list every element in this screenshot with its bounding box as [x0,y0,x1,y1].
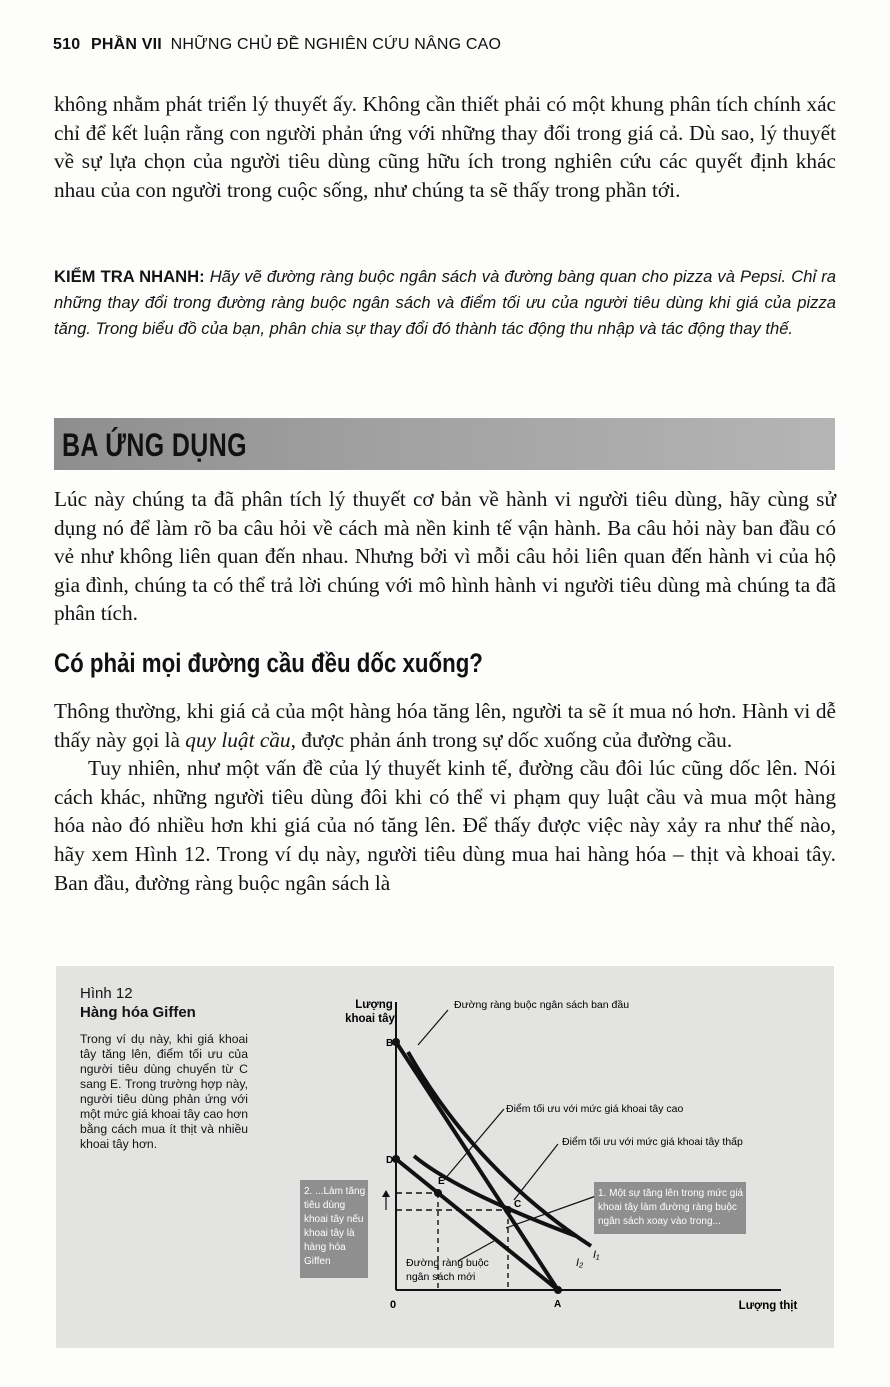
x-axis-label: Lượng thịt [738,1300,798,1312]
section-title: BA ỨNG DỤNG [62,427,247,463]
increase-arrowhead [382,1190,390,1197]
y-axis-label-1: Lượng [355,999,393,1011]
figure-description: Trong ví dụ này, khi giá khoai tây tăng lên, điểm tối ưu của người tiêu dùng chuyển từ C sang E. Trong trường hợp này, người tiêu dùng phản ứng với một mức giá khoai tây cao hơn bằng cách mua ít thịt và nhiều khoai tây hơn. [80,1032,248,1151]
figure-title: Hàng hóa Giffen [80,1004,196,1021]
label-i1: I₁ [593,1249,600,1261]
callout-2-line-3: khoai tây nếu [304,1214,364,1225]
original-budget-line [396,1042,558,1290]
origin-label: 0 [390,1299,397,1311]
label-a: A [554,1299,562,1310]
label-c: C [514,1199,522,1210]
annotation-optimum-low: Điểm tối ưu với mức giá khoai tây thấp [562,1136,743,1148]
leader-original-budget [418,1010,448,1045]
annotation-original-budget: Đường ràng buộc ngân sách ban đầu [454,999,630,1011]
label-d: D [386,1155,394,1166]
part-label: PHẦN VII [90,36,162,53]
paragraph-1-before: Thông thường, khi giá cả của một hàng hóa tăng lên, người ta sẽ ít mua nó hơn. Hành vi dễ thấy này gọi là [54,699,836,752]
annotation-new-budget-1: Đường ràng buộc [406,1257,489,1269]
annotation-optimum-high: Điểm tối ưu với mức giá khoai tây cao [506,1103,684,1115]
paragraph-1 [54,697,836,754]
callout-2-line-1: 2. ...Làm tăng [304,1186,366,1197]
figure-12 [56,966,834,1348]
figure-number: Hình 12 [80,985,133,1002]
body-paragraphs [54,697,836,897]
quick-check-label: KIỂM TRA NHANH: [54,267,205,286]
intro-paragraph [54,90,836,204]
quick-check-box [54,264,836,341]
paragraph-2: Tuy nhiên, như một vấn đề của lý thuyết kinh tế, đường cầu đôi lúc cũng dốc lên. Nói cách khác, những người tiêu dùng đôi khi có thể vi phạm quy luật cầu và mua một hàng hóa nào đó nhiều hơn khi giá của nó tăng lên. Để thấy được việc này xảy ra như thế nào, hãy xem Hình 12. Trong ví dụ này, người tiêu dùng mua hai hàng hóa – thịt và khoai tây. Ban đầu, đường ràng buộc ngân sách là [54,756,836,895]
intro-paragraph-text: không nhằm phát triển lý thuyết ấy. Không cần thiết phải có một khung phân tích chính xác chỉ để kết luận rằng con người phản ứng với những thay đổi trong giá cả. Dù sao, lý thuyết về sự lựa chọn của người tiêu dùng cũng hữu ích trong nghiên cứu các quyết định khác nhau của con người trong cuộc sống, như chúng ta sẽ thấy trong phần tới. [54,92,836,202]
giffen-diagram [56,966,834,1348]
paragraph-1-after: , được phản ánh trong sự dốc xuống của đường cầu. [290,727,733,752]
quick-check-text: Hãy vẽ đường ràng buộc ngân sách và đường bàng quan cho pizza và Pepsi. Chỉ ra những thay đổi trong đường ràng buộc ngân sách và điểm tối ưu của người tiêu dùng khi giá của pizza tăng. Trong biểu đồ của bạn, phân chia sự thay đổi đó thành tác động thu nhập và tác động thay thế. [54,267,836,338]
callout-2-line-5: hàng hóa [304,1242,346,1253]
label-e: E [438,1176,445,1187]
annotation-new-budget-2: ngân sách mới [406,1271,476,1283]
label-b: B [386,1038,394,1049]
callout-1-line-2: khoai tây làm đường ràng buộc [598,1202,737,1213]
section-paragraph-text: Lúc này chúng ta đã phân tích lý thuyết cơ bản về hành vi người tiêu dùng, hãy cùng sử dụng nó để làm rõ ba câu hỏi về cách mà nền kinh tế vận hành. Ba câu hỏi này ban đầu có vẻ như không liên quan đến nhau. Nhưng bởi vì mỗi câu hỏi liên quan đến hành vi của hộ gia đình, chúng ta có thể trả lời chúng với mô hình hành vi người tiêu dùng mà chúng ta đã phân tích. [54,487,836,626]
callout-2-line-6: Giffen [304,1256,331,1267]
section-paragraph [54,485,836,628]
callout-2-line-2: tiêu dùng [304,1200,346,1211]
law-of-demand-term: quy luật cầu [185,727,291,752]
running-head [53,36,501,54]
indifference-curve-i1 [408,1052,591,1246]
callout-1-line-1: 1. Một sự tăng lên trong mức giá [598,1188,744,1199]
page-number: 510 [53,36,81,53]
running-head-title: NHỮNG CHỦ ĐỀ NGHIÊN CỨU NÂNG CAO [170,36,502,53]
callout-2-line-4: khoai tây là [304,1228,355,1239]
section-header-band [54,418,835,470]
subheading: Có phải mọi đường cầu đều dốc xuống? [54,648,483,678]
y-axis-label-2: khoai tây [345,1013,395,1025]
leader-optimum-low [514,1144,558,1200]
point-a [554,1286,562,1294]
callout-1-line-3: ngân sách xoay vào trong... [598,1216,721,1227]
label-i2: I₂ [576,1257,584,1269]
